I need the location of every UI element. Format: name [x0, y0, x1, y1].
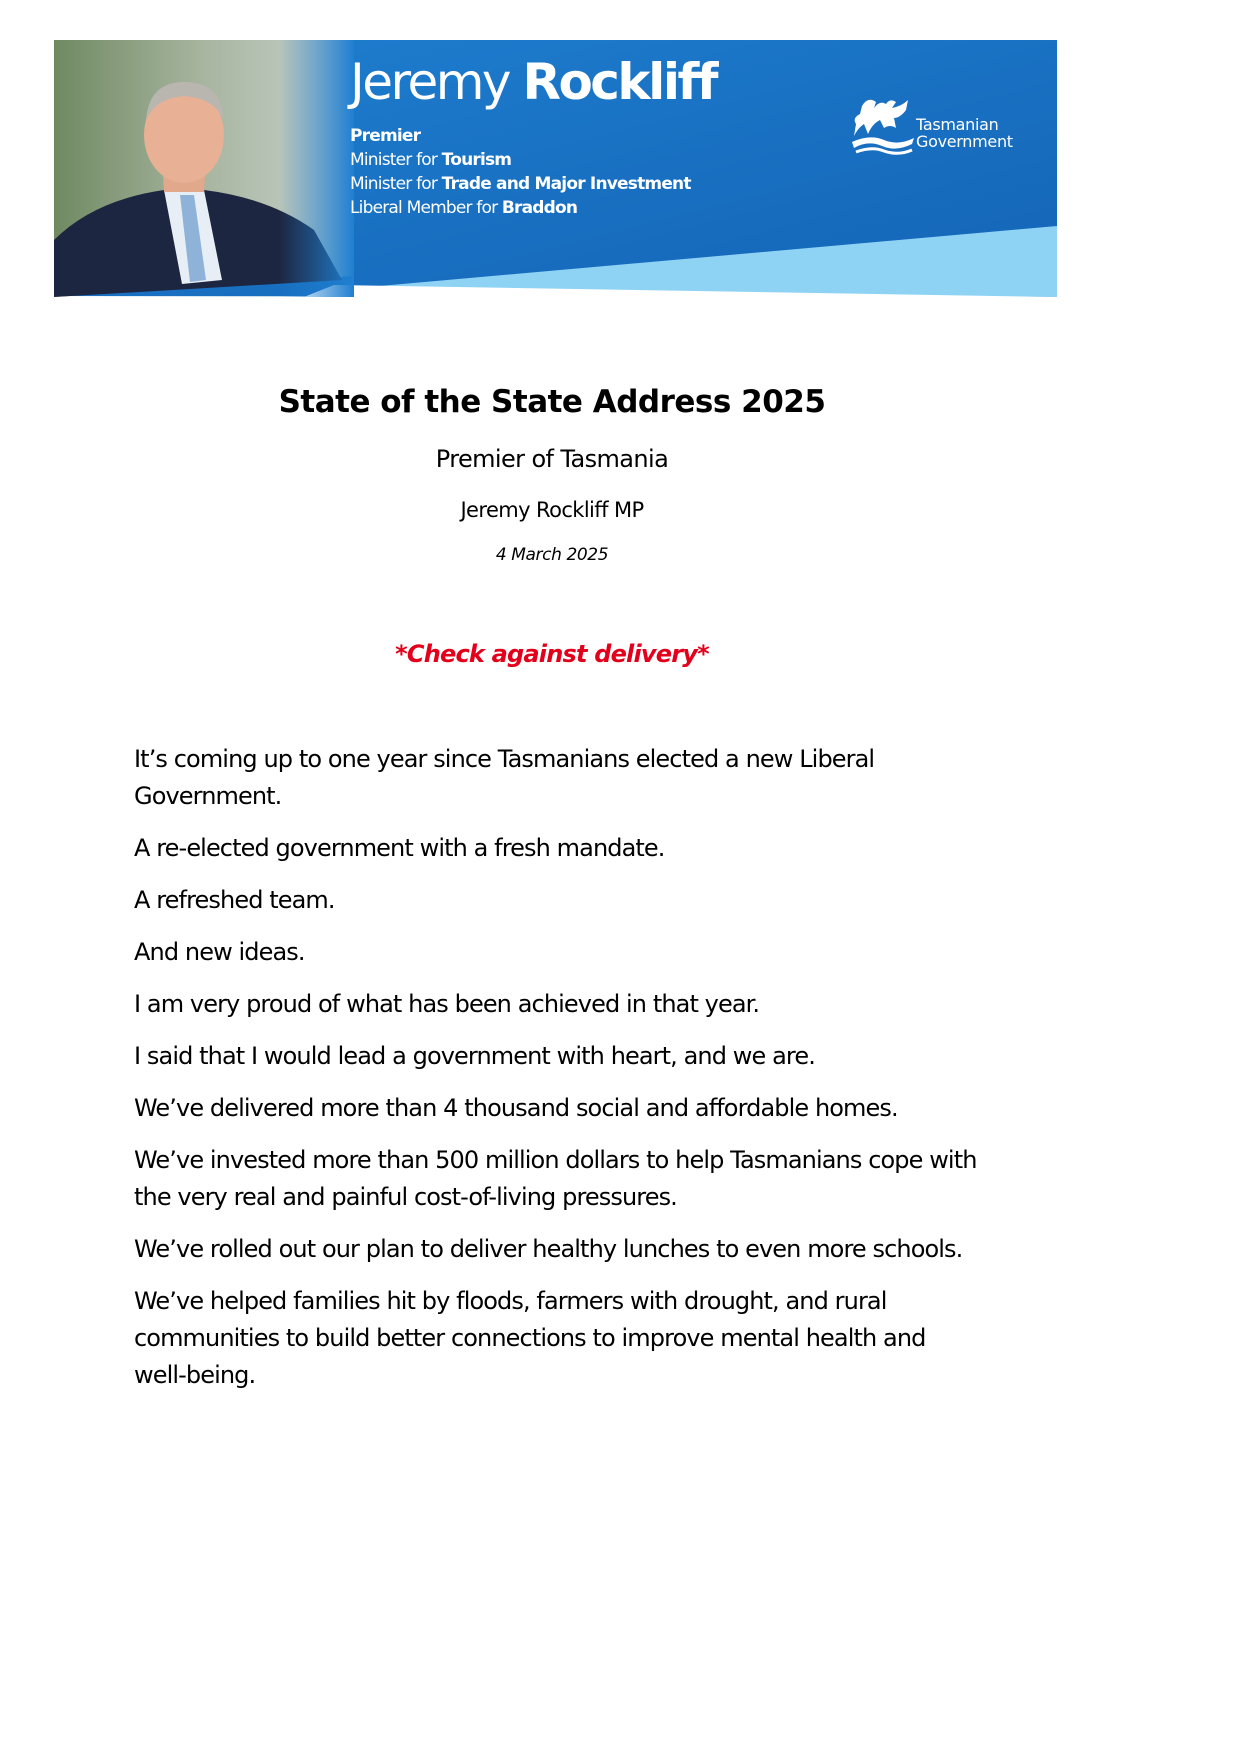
- speech-paragraph: We’ve invested more than 500 million dollars to help Tasmanians cope with the very real and painful cost-of-living pressures.: [134, 1146, 977, 1211]
- banner-roles: [350, 124, 691, 220]
- logo-line-2: Government: [916, 132, 1013, 151]
- speech-paragraph: And new ideas.: [134, 938, 305, 966]
- document-author: Jeremy Rockliff MP: [460, 498, 644, 522]
- role-prefix: Minister for: [350, 174, 442, 194]
- role-line: [350, 124, 691, 148]
- role-line: [350, 196, 691, 220]
- role-prefix: Liberal Member for: [350, 198, 502, 218]
- logo-text: [916, 116, 1013, 150]
- role-title: Trade and Major Investment: [441, 174, 691, 194]
- document-subtitle: Premier of Tasmania: [435, 445, 669, 473]
- speech-paragraph: I said that I would lead a government with heart, and we are.: [134, 1042, 815, 1070]
- role-prefix: Minister for: [350, 150, 442, 170]
- speech-paragraph: I am very proud of what has been achieved in that year.: [134, 990, 760, 1018]
- role-line: [350, 172, 691, 196]
- premier-portrait: [54, 40, 354, 297]
- banner-first-name: Jeremy: [350, 53, 510, 111]
- document-date: 4 March 2025: [495, 545, 609, 565]
- speech-paragraph: We’ve delivered more than 4 thousand social and affordable homes.: [134, 1094, 898, 1122]
- speech-paragraph: It’s coming up to one year since Tasmanians elected a new Liberal Government.: [134, 745, 875, 810]
- role-title: Braddon: [501, 198, 578, 218]
- speech-paragraph: We’ve rolled out our plan to deliver healthy lunches to even more schools.: [134, 1235, 963, 1263]
- banner-last-name: Rockliff: [522, 53, 716, 111]
- speech-paragraph: We’ve helped families hit by floods, farmers with drought, and rural communities to build better connections to improve mental health and well-being.: [134, 1287, 926, 1389]
- speech-paragraph: A re-elected government with a fresh mandate.: [134, 834, 665, 862]
- speech-body: [134, 741, 984, 1409]
- logo-line-1: Tasmanian: [916, 115, 999, 134]
- banner-name: [350, 50, 716, 114]
- speech-paragraph: A refreshed team.: [134, 886, 335, 914]
- tasmanian-government-logo: [850, 94, 1030, 158]
- role-line: [350, 148, 691, 172]
- header-banner: [54, 40, 1057, 297]
- tasmanian-tiger-icon: [850, 94, 916, 158]
- check-against-delivery-notice: *Check against delivery*: [395, 640, 709, 668]
- document-title: State of the State Address 2025: [278, 384, 826, 420]
- role-title: Tourism: [441, 150, 512, 170]
- role-title: Premier: [350, 126, 421, 146]
